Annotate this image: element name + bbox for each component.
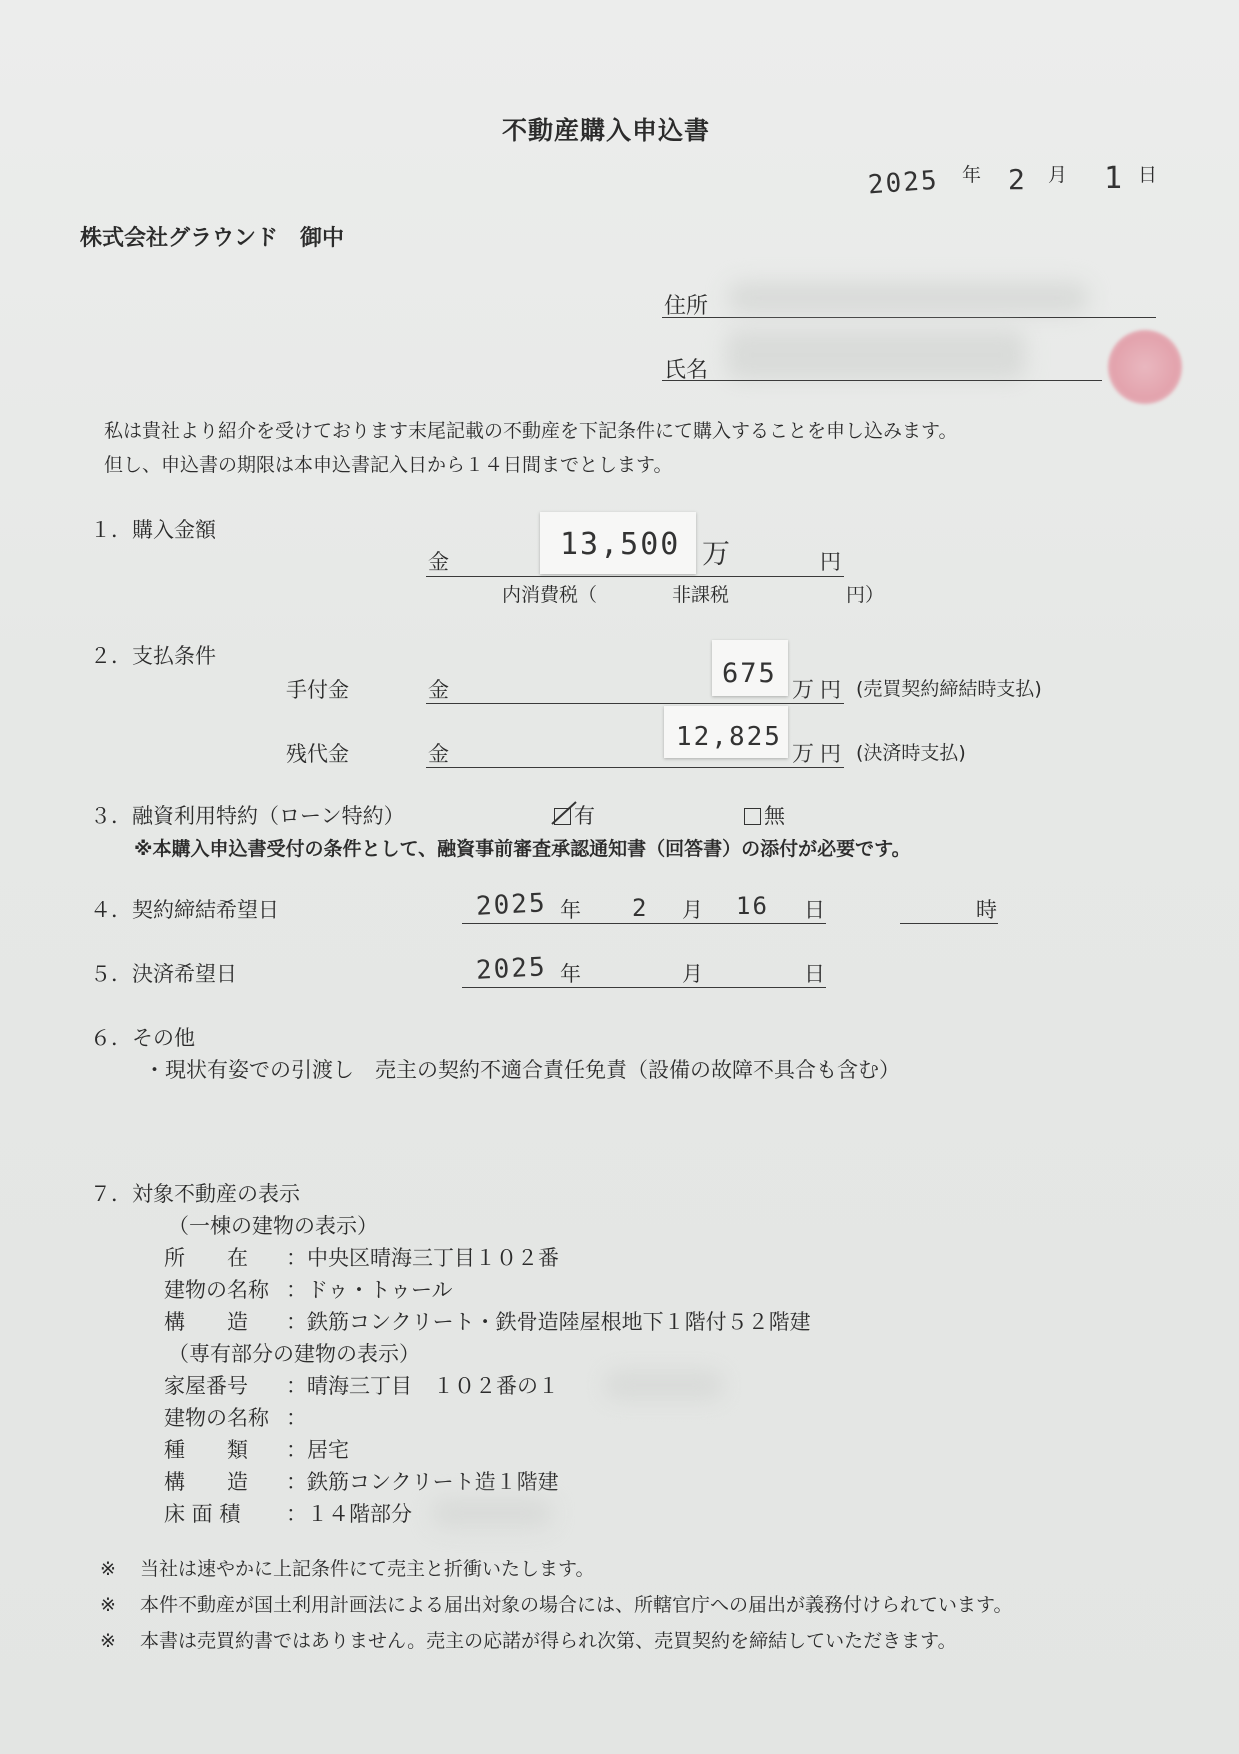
property-value: ：中央区晴海三丁目１０２番 [286, 1246, 559, 1270]
date-month-label: 月 [1048, 164, 1068, 186]
contract-day-handwritten: 16 [736, 892, 769, 920]
balance-label: 残代金 [286, 742, 349, 766]
deposit-line [426, 703, 844, 704]
deposit-kin: 金 [428, 678, 449, 702]
contract-day-label: 日 [804, 898, 825, 922]
date-day-label: 日 [1138, 164, 1158, 186]
section6-heading: ６．その他 [90, 1026, 195, 1050]
contract-month-label: 月 [682, 898, 703, 922]
note-mark: ※ [100, 1558, 116, 1580]
note-text: 本件不動産が国土利用計画法による届出対象の場合には、所轄官庁への届出が義務付けられています。 [140, 1594, 1013, 1616]
balance-note: (決済時支払) [856, 742, 966, 764]
date-year-handwritten: 2025 [867, 165, 940, 201]
unit-value: ：鉄筋コンクリート造１階建 [286, 1470, 559, 1494]
section3-heading: ３．融資利用特約（ローン特約） [90, 804, 405, 828]
loan-clause-no-checkbox[interactable] [744, 808, 761, 825]
unit-label: 建物の名称 [164, 1406, 269, 1430]
unit-heading: （専有部分の建物の表示） [168, 1342, 420, 1366]
tax-prefix: 内消費税（ [502, 584, 598, 606]
unit-label: 構 造 [164, 1470, 248, 1494]
note-mark: ※ [100, 1630, 116, 1652]
unit-value: ： [286, 1406, 307, 1430]
intro-line-2: 但し、申込書の期限は本申込書記入日から１４日間までとします。 [104, 454, 673, 476]
contract-month-handwritten: 2 [632, 894, 649, 922]
deposit-note: (売買契約締結時支払) [856, 678, 1042, 700]
note-text: 本書は売買約書ではありません。売主の応諾が得られ次第、売買契約を締結していただきます。 [140, 1630, 957, 1652]
note-text: 当社は速やかに上記条件にて売主と折衝いたします。 [140, 1558, 595, 1580]
address-label: 住所 [664, 294, 709, 319]
unit-label: 種 類 [164, 1438, 248, 1462]
loan-clause-no-label: 無 [764, 804, 785, 828]
contract-year-handwritten: 2025 [475, 888, 548, 922]
addressee: 株式会社グラウンド 御中 [80, 226, 345, 251]
name-line [662, 380, 1102, 381]
property-label: 所 在 [164, 1246, 248, 1270]
loan-clause-notice: ※本購入申込書受付の条件として、融資事前審査承認通知書（回答書）の添付が必要です。 [134, 838, 911, 860]
deposit-label: 手付金 [286, 678, 349, 702]
contract-hour-label: 時 [976, 898, 997, 922]
balance-yen: 円 [820, 742, 841, 766]
contract-year-label: 年 [560, 898, 581, 922]
balance-kin: 金 [428, 742, 449, 766]
name-redacted [726, 330, 1026, 380]
deposit-amount-handwritten: 675 [722, 658, 777, 689]
section1-yen: 円 [820, 550, 841, 574]
unit-value: ：晴海三丁目 １０２番の１ [286, 1374, 559, 1398]
settlement-year-label: 年 [560, 962, 581, 986]
address-redacted [728, 282, 1088, 314]
building-heading: （一棟の建物の表示） [168, 1214, 378, 1238]
settlement-year-handwritten: 2025 [475, 952, 548, 986]
deposit-man-handwritten: 万 [792, 678, 817, 703]
name-label: 氏名 [664, 358, 709, 383]
property-value: ：鉄筋コンクリート・鉄骨造陸屋根地下１階付５２階建 [286, 1310, 811, 1334]
section2-heading: ２．支払条件 [90, 644, 216, 668]
note-mark: ※ [100, 1594, 116, 1616]
balance-man-handwritten: 万 [792, 742, 817, 767]
page-title: 不動産購入申込書 [502, 116, 711, 145]
section7-heading: ７．対象不動産の表示 [90, 1182, 300, 1206]
settlement-day-label: 日 [804, 962, 825, 986]
tax-suffix: 円） [846, 584, 885, 606]
section1-kin: 金 [428, 550, 449, 574]
date-day-handwritten: 1 [1104, 161, 1125, 196]
settlement-date-line [462, 987, 826, 988]
balance-line [426, 767, 844, 768]
purchase-amount-handwritten: 13,500 [560, 527, 681, 562]
section1-heading: １．購入金額 [90, 518, 216, 542]
property-value: ：ドゥ・トゥール [286, 1278, 453, 1302]
property-label: 構 造 [164, 1310, 248, 1334]
deposit-yen: 円 [820, 678, 841, 702]
date-year-label: 年 [962, 164, 982, 186]
purchase-amount-line [426, 576, 844, 577]
unit-value: ：１４階部分 [286, 1502, 412, 1526]
date-month-handwritten: 2 [1008, 163, 1027, 196]
tax-value: 非課税 [672, 584, 730, 606]
section4-heading: ４．契約締結希望日 [90, 898, 279, 922]
seal-stamp [1108, 330, 1182, 404]
balance-amount-handwritten: 12,825 [676, 722, 782, 752]
intro-line-1: 私は貴社より紹介を受けております末尾記載の不動産を下記条件にて購入することを申し込みます。 [104, 420, 958, 442]
contract-hour-line [900, 923, 998, 924]
property-label: 建物の名称 [164, 1278, 269, 1302]
unit-label: 床 面 積 [164, 1502, 241, 1526]
unit-value: ：居宅 [286, 1438, 349, 1462]
unit-label: 家屋番号 [164, 1374, 248, 1398]
settlement-month-label: 月 [682, 962, 703, 986]
purchase-man-handwritten: 万 [702, 537, 733, 570]
other-condition-item: ・現状有姿での引渡し 売主の契約不適合責任免責（設備の故障不具合も含む） [144, 1058, 900, 1082]
section5-heading: ５．決済希望日 [90, 962, 237, 986]
house-number-redacted [604, 1370, 724, 1400]
loan-clause-yes-label: 有 [574, 804, 595, 828]
contract-date-line [462, 923, 826, 924]
floor-area-redacted [432, 1498, 552, 1528]
address-line [662, 317, 1156, 318]
